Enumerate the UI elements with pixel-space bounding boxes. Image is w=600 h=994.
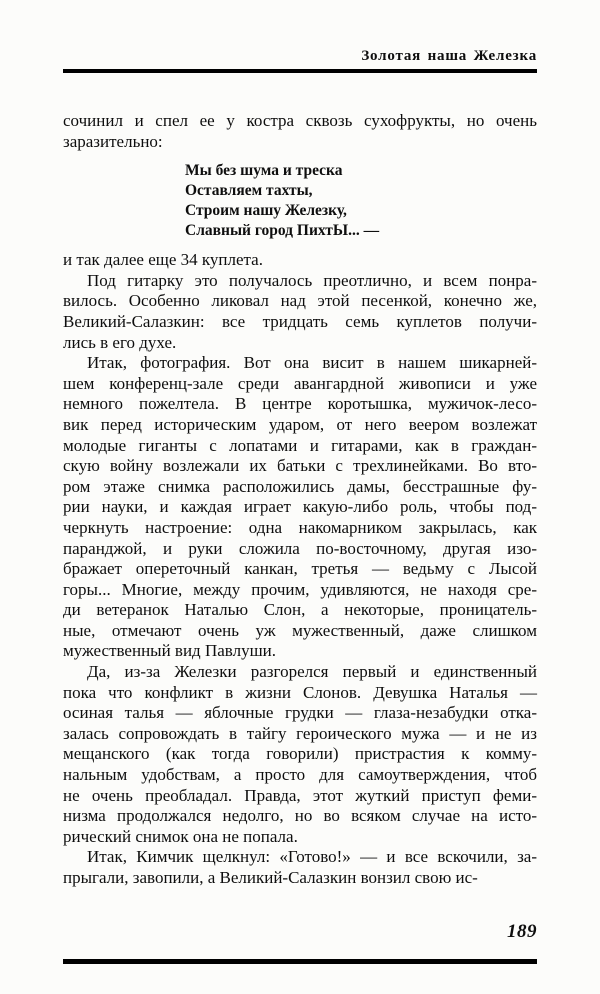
text-line: ди ветеранок Наталью Слон, а некоторые, проницатель- — [63, 600, 537, 620]
text-line: рии науки, и каждая играет какую-либо роль, чтобы под- — [63, 497, 537, 517]
text-line: лись в его духе. — [63, 332, 177, 352]
paragraph — [63, 250, 537, 271]
text-line: мужественный вид Павлуши. — [63, 641, 277, 661]
paragraph — [63, 271, 537, 353]
text-line: бражает опереточный канкан, третья — ведьму с Лысой — [63, 559, 537, 579]
text-line: сочинил и спел ее у костра сквозь сухофрукты, но очень — [63, 111, 537, 130]
running-header: Золотая наша Железка — [361, 48, 537, 64]
paragraph — [63, 353, 537, 662]
text-line: немного пожелтела. В центре коротышка, мужичок-лесо- — [63, 394, 537, 414]
text-line: нальным удобствам, а просто для самоутверждения, чтоб — [63, 765, 537, 785]
text-line: рический снимок она не попала. — [63, 826, 298, 846]
text-line: и так далее еще 34 куплета. — [63, 250, 263, 270]
text-line: паранджой, и руки сложила по-восточному, другая изо- — [63, 538, 537, 558]
text-line: Итак, фотография. Вот она висит в нашем шикарней- — [87, 353, 537, 373]
text-line: вилось. Особенно ликовал над этой песенкой, конечно же, — [63, 291, 537, 311]
text-line: ром этаже снимка расположились дамы, бесстрашные фу- — [63, 476, 537, 496]
text-line: пока что конфликт в жизни Слонов. Девушка Наталья — — [63, 682, 537, 702]
text-line: черкнуть настроение: одна накомарником закрылась, как — [63, 517, 537, 537]
paragraph — [63, 111, 537, 152]
page-body — [63, 111, 537, 889]
text-line: заразительно: — [63, 131, 163, 151]
text-line: залась сопровождать в тайгу героического мужа — и не из — [63, 723, 537, 743]
text-line: молодые гиганты с лопатами и гитарами, как в граждан- — [63, 435, 537, 455]
text-line: Да, из-за Железки разгорелся первый и единственный — [87, 662, 537, 682]
text-line: ные, отмечают очень уж мужественный, даже слишком — [63, 620, 537, 640]
text-line: скую войну возлежали их батьки с трехлинейками. Во вто- — [63, 456, 537, 476]
text-line: горы... Многие, между прочим, удивляются, не находя сре- — [63, 579, 537, 599]
text-line: Мы без шума и треска — [185, 162, 343, 180]
text-line: Оставляем тахты, — [185, 182, 313, 200]
footer-rule — [63, 959, 537, 964]
text-line: не очень преобладал. Правда, этот жуткий приступ феми- — [63, 785, 537, 805]
text-line: шем конференц-зале среди авангардной живописи и уже — [63, 373, 537, 393]
page-number: 189 — [507, 921, 537, 942]
paragraph — [63, 662, 537, 847]
text-line: Строим нашу Железку, — [185, 202, 347, 220]
text-line: Славный город ПихтЫ... — — [185, 222, 380, 240]
text-line: Великий-Салазкин: все тридцать семь куплетов получи- — [63, 311, 537, 331]
text-line: мещанского (как тогда говорили) пристрастия к комму- — [63, 744, 537, 764]
text-line: прыгали, завопили, а Великий-Салазкин вонзил свою ис- — [63, 868, 478, 887]
text-line: вик перед историческим ударом, от него веером возлежат — [63, 414, 537, 434]
header-rule — [63, 69, 537, 73]
text-line: осиная талья — яблочные грудки — глаза-незабудки отка- — [63, 703, 537, 723]
text-line: низма продолжался недолго, но во всяком случае на исто- — [63, 806, 537, 826]
paragraph — [63, 847, 537, 888]
text-line: Под гитарку это получалось преотлично, и всем понра- — [87, 270, 537, 290]
verse-block — [185, 161, 537, 241]
text-line: Итак, Кимчик щелкнул: «Готово!» — и все вскочили, за- — [87, 847, 537, 867]
